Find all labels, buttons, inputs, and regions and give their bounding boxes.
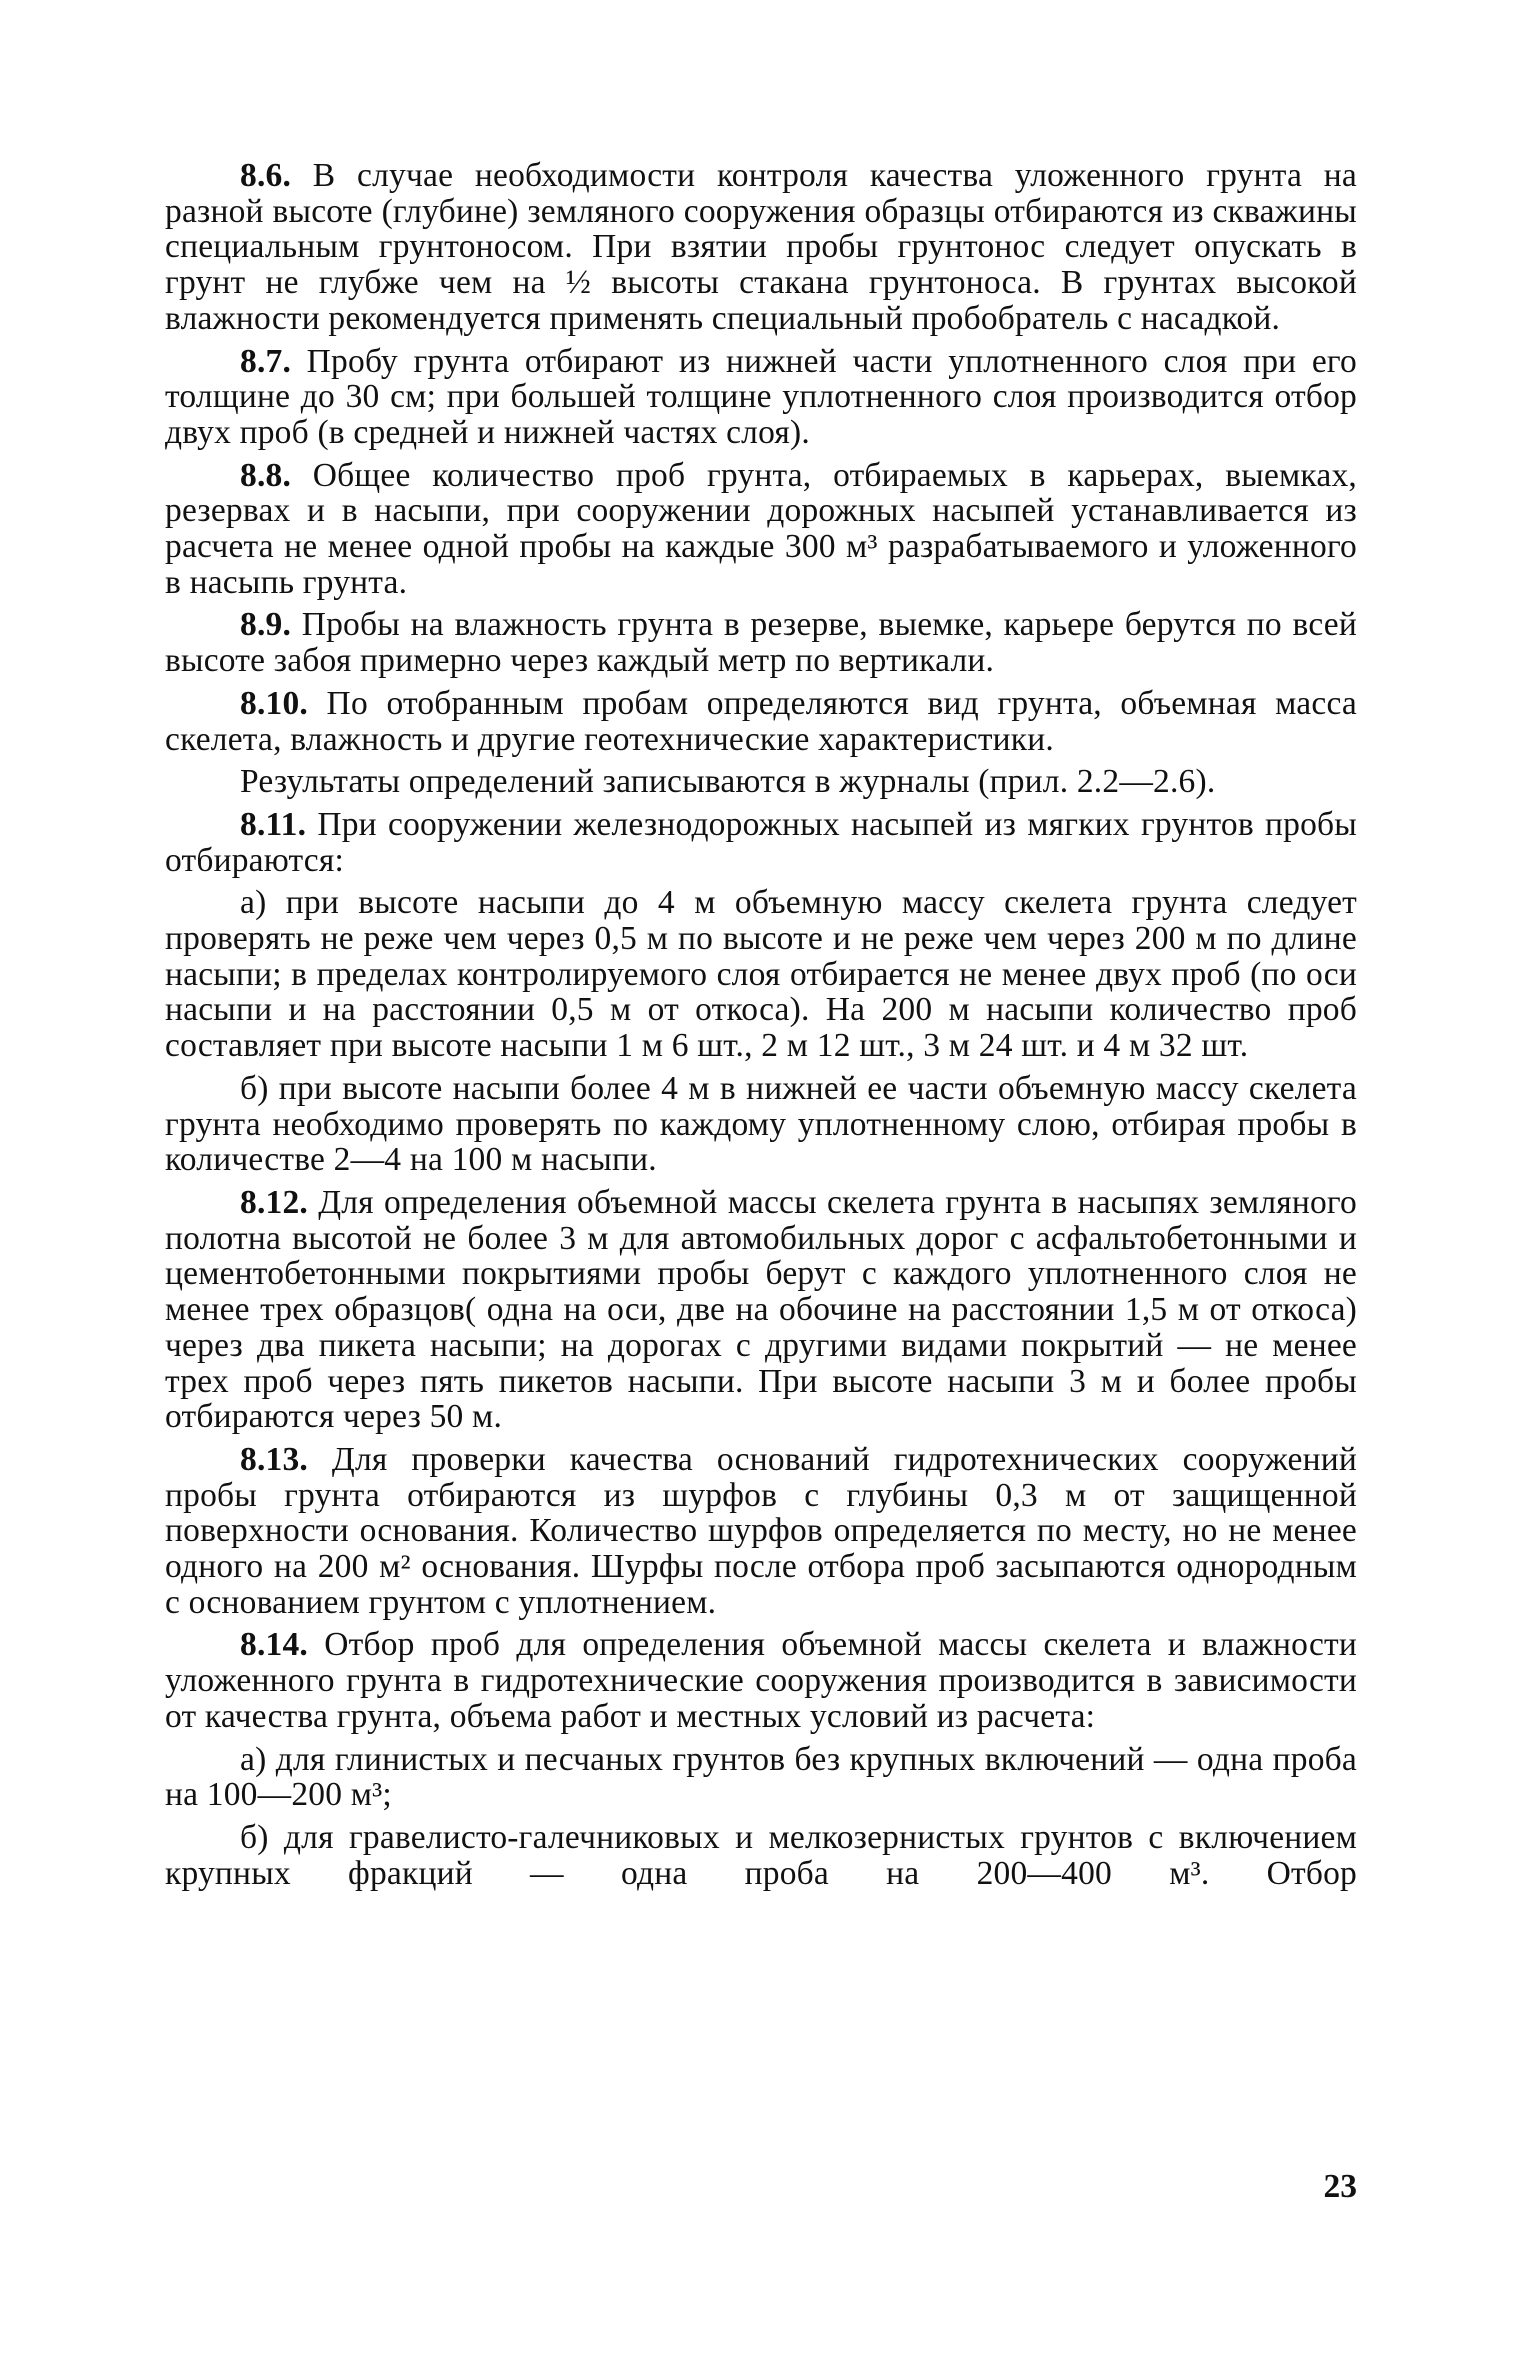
paragraph-8-7: [165, 344, 1357, 451]
paragraph-8-14: [165, 1627, 1357, 1734]
clause-number: 8.12.: [240, 1183, 308, 1221]
paragraph-text: Для определения объемной массы скелета грунта в насыпях земляного полотна высотой не более 3 м для автомобильных дорог с асфальтобетонными и цементобетонными покрытиями пробы берут с каждого уплотненного слоя не менее трех образцов( одна на оси, две на обочине на расстоянии 1,5 м от откоса) через два пикета насыпи; на дорогах с другими видами покрытий — не менее трех проб через пять пикетов насыпи. При высоте насыпи 3 м и более пробы отбираются через 50 м.: [165, 1183, 1357, 1436]
paragraph-8-10: [165, 686, 1357, 757]
paragraph-text: Отбор проб для определения объемной массы скелета и влажности уложенного грунта в гидротехнические сооружения производится в зависимости от качества грунта, объема работ и местных условий из расчета:: [165, 1626, 1357, 1735]
paragraph-8-8: [165, 458, 1357, 601]
paragraph-text: а) при высоте насыпи до 4 м объемную массу скелета грунта следует проверять не реже чем через 0,5 м по высоте и не реже чем через 200 м по длине насыпи; в пределах контролируемого слоя отбирается не менее двух проб (по оси насыпи и на расстоянии 0,5 м от откоса). На 200 м насыпи количество проб составляет при высоте насыпи 1 м 6 шт., 2 м 12 шт., 3 м 24 шт. и 4 м 32 шт.: [165, 884, 1357, 1065]
paragraph-text: б) при высоте насыпи более 4 м в нижней ее части объемную массу скелета грунта необходимо проверять по каждому уплотненному слою, отбирая пробы в количестве 2—4 на 100 м насыпи.: [165, 1069, 1357, 1179]
paragraph-text: а) для глинистых и песчаных грунтов без крупных включений — одна проба на 100—200 м³;: [165, 1740, 1357, 1814]
clause-number: 8.9.: [240, 606, 292, 644]
paragraph-8-9: [165, 607, 1357, 678]
paragraph-8-14-b: [165, 1820, 1357, 1891]
clause-number: 8.11.: [240, 805, 307, 843]
clause-number: 8.6.: [240, 157, 292, 194]
paragraph-results: [165, 764, 1357, 800]
paragraph-text: Пробу грунта отбирают из нижней части уплотненного слоя при его толщине до 30 см; при большей толщине уплотненного слоя производится отбор двух проб (в средней и нижней частях слоя).: [165, 342, 1357, 451]
paragraph-8-11-a: [165, 885, 1357, 1064]
clause-number: 8.10.: [240, 684, 308, 722]
paragraph-text: б) для гравелисто-галечниковых и мелкозернистых грунтов с включением крупных фракций — одна проба на 200—400 м³. Отбор: [165, 1818, 1357, 1892]
paragraph-8-12: [165, 1185, 1357, 1435]
paragraph-text: При сооружении железнодорожных насыпей из мягких грунтов пробы отбираются:: [165, 805, 1357, 879]
paragraph-8-14-a: [165, 1742, 1357, 1813]
paragraph-text: По отобранным пробам определяются вид грунта, объемная масса скелета, влажность и другие геотехнические характеристики.: [165, 684, 1357, 758]
paragraph-8-11: [165, 807, 1357, 878]
paragraph-8-6: [165, 158, 1357, 337]
paragraph-text: В случае необходимости контроля качества уложенного грунта на разной высоте (глубине) земляного сооружения образцы отбираются из скважины специальным грунтоносом. При взятии пробы грунтонос следует опускать в грунт не глубже чем на ½ высоты стакана грунтоноса. В грунтах высокой влажности рекомендуется применять специальный пробобратель с насадкой.: [165, 157, 1357, 337]
paragraph-text: Общее количество проб грунта, отбираемых в карьерах, выемках, резервах и в насыпи, при сооружении дорожных насыпей устанавливается из расчета не менее одной пробы на каждые 300 м³ разрабатываемого и уложенного в насыпь грунта.: [165, 456, 1357, 601]
paragraph-8-13: [165, 1442, 1357, 1621]
clause-number: 8.7.: [240, 342, 292, 380]
paragraph-text: Для проверки качества оснований гидротехнических сооружений пробы грунта отбираются из шурфов с глубины 0,3 м от защищенной поверхности основания. Количество шурфов определяется по месту, но не менее одного на 200 м² основания. Шурфы после отбора проб засыпаются однородным с основанием грунтом с уплотнением.: [165, 1440, 1357, 1621]
page-number: 23: [1323, 2168, 1357, 2205]
clause-number: 8.14.: [240, 1626, 308, 1664]
paragraph-text: Результаты определений записываются в журналы (прил. 2.2—2.6).: [240, 763, 1216, 801]
paragraph-text: Пробы на влажность грунта в резерве, выемке, карьере берутся по всей высоте забоя примерно через каждый метр по вертикали.: [165, 606, 1357, 680]
clause-number: 8.8.: [240, 456, 292, 494]
page-text: [165, 158, 1357, 1898]
clause-number: 8.13.: [240, 1440, 308, 1478]
paragraph-8-11-b: [165, 1071, 1357, 1178]
